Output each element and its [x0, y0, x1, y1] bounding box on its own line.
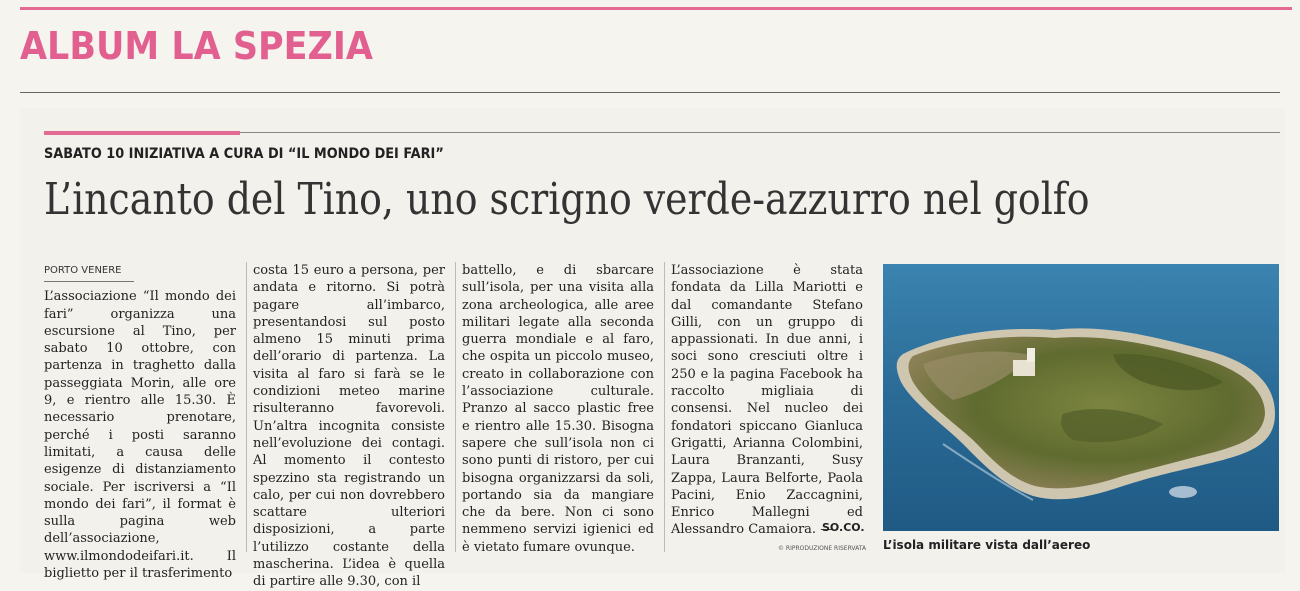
column-divider — [246, 262, 247, 552]
header-divider — [20, 92, 1280, 93]
dateline: PORTO VENERE — [44, 262, 134, 282]
photo-caption: L’isola militare vista dall’aereo — [883, 538, 1091, 552]
headline: L’incanto del Tino, uno scrigno verde-azzurro nel golfo — [44, 174, 1090, 225]
article-column-4 — [671, 262, 863, 539]
top-pink-rule — [20, 7, 1292, 10]
column-text: L’associazione è stata fondata da Lilla Mariotti e dal comandante Stefano Gilli, con un gruppo di appassionati. In due anni, i soci sono cresciuti oltre i 250 e la pagina Facebook ha raccolto migliaia di consensi. Nel nucleo dei fondatori spiccano Gianluca Grigatti, Arianna Colombini, Laura Branzanti, Susy Zappa, Laura Belforte, Paola Pacini, Enio Zaccagnini, Enrico Mallegni ed Alessandro Camaiora. — — [671, 263, 863, 538]
kicker-accent-bar — [44, 131, 240, 135]
section-title: ALBUM LA SPEZIA — [20, 24, 373, 68]
column-text: battello, e di sbarcare sull’isola, per una visita alla zona archeologica, alle aree militari legate alla seconda guerra mondiale e al faro, che ospita un piccolo museo, creato in collaborazione con l’associazione culturale. Pranzo al sacco plastic free e rientro alle 15.30. Bisogna sapere che sull’isola non ci sono punti di ristoro, per cui bisogna organizzarsi da soli, portando sia da mangiare che da bere. Non ci sono nemmeno servizi igienici ed è vietato fumare ovunque. — [462, 263, 654, 555]
column-text: costa 15 euro a persona, per andata e ritorno. Si potrà pagare all’imbarco, presentandosi sul posto almeno 15 minuti prima dell’orario di partenza. La visita al faro si farà se le condizioni meteo marine risulteranno favorevoli. Un’altra incognita consiste nell’evoluzione dei contagi. Al momento il contesto spezzino sta registrando un calo, per cui non dovrebbero scattare ulteriori disposizioni, a parte l’utilizzo costante della mascherina. L’idea è quella di partire alle 9.30, con il — [253, 263, 445, 590]
column-divider — [455, 262, 456, 552]
aerial-photo — [883, 264, 1279, 531]
island-aerial-image — [883, 264, 1279, 531]
column-text: L’associazione “Il mondo dei fari” organizza una escursione al Tino, per sabato 10 ottobre, con partenza in traghetto dalla passeggiata Morin, alle ore 9, e rientro alle 15.30. È necessario prenotare, perché i posti saranno limitati, a causa delle esigenze di distanziamento sociale. Per iscriversi a “Il mondo dei fari”, il format è sulla pagina web dell’associazione, www.ilmondodeifari.it. Il biglietto per il trasferimento — [44, 289, 236, 582]
copyright-notice: © RIPRODUZIONE RISERVATA — [778, 545, 867, 552]
kicker: SABATO 10 INIZIATIVA A CURA DI “IL MONDO DEI FARI” — [44, 146, 444, 162]
column-divider — [664, 262, 665, 552]
article-column-3 — [462, 262, 654, 556]
lighthouse-building — [1013, 360, 1035, 376]
article-column-2 — [253, 262, 445, 591]
author-signature: SO.CO. — [822, 521, 865, 534]
kicker-rule — [240, 132, 1280, 133]
article-column-1 — [44, 262, 236, 582]
